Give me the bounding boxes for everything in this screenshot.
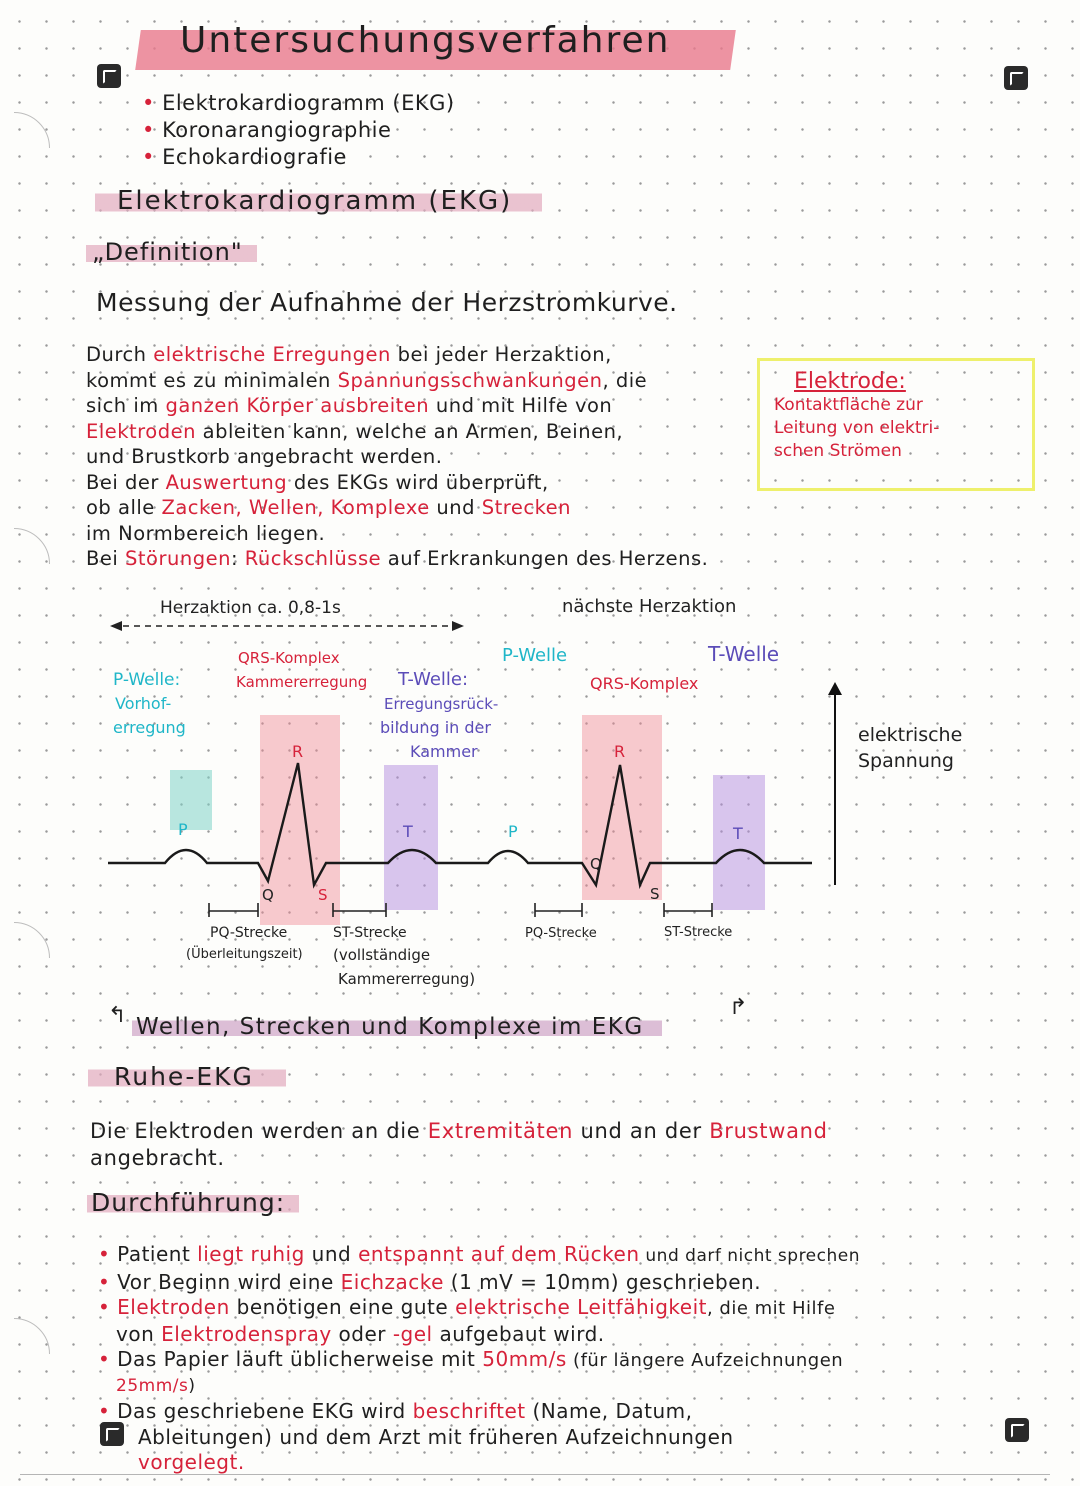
- caption-arrow-left: ↰: [108, 1003, 127, 1028]
- arrow-head-right: [452, 621, 464, 631]
- s-letter: S: [650, 885, 660, 903]
- t-wave-desc: Erregungsrück-: [384, 695, 499, 713]
- pq-label: PQ-Strecke: [525, 926, 597, 941]
- st-desc: (vollständige: [333, 946, 431, 964]
- methods-list: [142, 90, 455, 171]
- list-item: • Patient liegt ruhig und entspannt auf dem Rücken und darf nicht sprechen: [98, 1242, 860, 1266]
- list-item: • Echokardiografie: [142, 145, 347, 169]
- box-line: Leitung von elektri-: [774, 418, 940, 438]
- pq-interval-marker: [209, 903, 258, 917]
- st-label: ST-Strecke: [333, 925, 407, 941]
- elektrode-box: [757, 358, 1035, 491]
- list-item: • Koronarangiographie: [142, 118, 392, 142]
- list-item: • Das Papier läuft üblicherweise mit 50mm/s (für längere Aufzeichnungen: [98, 1347, 844, 1371]
- herzaktion-label: Herzaktion ca. 0,8-1s: [160, 598, 341, 618]
- q-letter: Q: [590, 855, 602, 873]
- binder-hole: [0, 112, 50, 184]
- pq-desc: (Überleitungszeit): [186, 947, 303, 962]
- st-interval-marker: [333, 903, 386, 917]
- list-item: • Vor Beginn wird eine Eichzacke (1 mV = 10mm) geschrieben.: [98, 1269, 762, 1294]
- definition-label: „Definition": [86, 238, 257, 266]
- st-interval-marker: [664, 903, 712, 917]
- p-wave-desc: erregung: [113, 718, 186, 737]
- ekg-diagram: [0, 585, 1080, 1025]
- ruhe-text: Die Elektroden werden an die Extremitäten und an der Brustwand angebracht.: [90, 1119, 828, 1170]
- r-letter: R: [292, 742, 304, 761]
- section-heading-ruhe-ekg: Ruhe-EKG: [88, 1062, 286, 1091]
- bottom-divider: [20, 1474, 1050, 1475]
- t-letter: T: [403, 822, 413, 841]
- p-letter: P: [508, 822, 518, 841]
- list-item: • Das geschriebene EKG wird beschriftet (Name, Datum,: [98, 1399, 693, 1423]
- box-line: Kontaktfläche zur: [774, 395, 923, 415]
- st-label: ST-Strecke: [664, 925, 733, 940]
- ekg-paragraph: Durch elektrische Erregungen bei jeder Herzaktion, kommt es zu minimalen Spannungsschwankungen, die sich im ganzen Körper ausbreiten und mit Hilfe von Elektroden ableiten kann, welche an Armen, Beinen, und Brustkorb angebracht werden. Bei der Auswertung des EKGs wird überprüft, ob alle Zacken, Wellen, Komplexe und Strecken im Normbereich liegen. Bei Störungen: Rückschlüsse auf Erkrankungen des Herzens.: [86, 343, 709, 570]
- corner-marker-icon: [1005, 1418, 1029, 1442]
- corner-marker-icon: [1004, 66, 1028, 90]
- next-herzaktion-label: nächste Herzaktion: [562, 596, 737, 617]
- p-wave2-label: P-Welle: [502, 645, 568, 666]
- axis-label: elektrische: [858, 724, 963, 746]
- p-wave-desc: Vorhof-: [115, 694, 172, 713]
- p-wave-band: [170, 770, 212, 830]
- p-letter: P: [178, 820, 188, 839]
- box-line: schen Strömen: [774, 441, 902, 461]
- corner-marker-icon: [97, 64, 121, 88]
- pq-interval-marker: [535, 903, 582, 917]
- r-letter: R: [614, 742, 626, 761]
- t-wave-label: T-Welle:: [398, 669, 469, 690]
- q-letter: Q: [262, 886, 274, 904]
- list-item: • Elektroden benötigen eine gute elektrische Leitfähigkeit, die mit Hilfe: [98, 1295, 836, 1319]
- section-heading-ekg: Elektrokardiogramm (EKG): [95, 186, 542, 216]
- axis-label: Spannung: [858, 750, 954, 772]
- t-letter: T: [733, 824, 743, 843]
- list-item: • Elektrokardiogramm (EKG): [142, 91, 455, 115]
- t-wave-desc: bildung in der: [380, 718, 491, 737]
- durchfuehrung-label: Durchführung:: [87, 1188, 299, 1217]
- qrs2-label: QRS-Komplex: [590, 674, 699, 693]
- qrs-desc: Kammererregung: [236, 673, 368, 691]
- p-wave-label: P-Welle:: [113, 670, 181, 690]
- st-desc: Kammererregung): [338, 970, 476, 988]
- pq-label: PQ-Strecke: [210, 925, 288, 941]
- t-wave2-label: T-Welle: [708, 642, 780, 666]
- caption-arrow-right: ↱: [729, 995, 748, 1020]
- binder-hole: [0, 1318, 50, 1390]
- arrow-head-left: [110, 621, 122, 631]
- page-title: Untersuchungsverfahren: [180, 20, 671, 61]
- t-wave-desc: Kammer: [410, 742, 478, 761]
- ekg-trace: [108, 763, 812, 885]
- durchfuehrung-list: • Patient liegt ruhig und entspannt auf dem Rücken und darf nicht sprechen • Vor Beginn wird eine Eichzacke (1 mV = 10mm) geschrieben. • Elektroden benötigen eine gute elektrische Leitfähigkeit, die mit Hilfe von Elektrodenspray oder -gel aufgebaut wird. • Das Papier läuft üblicherweise mit 50mm/s (für längere Aufzeichnungen 25mm/s) • Das geschriebene EKG wird beschriftet (Name, Datum, Ableitungen) und dem Arzt mit früheren Aufzeichnungen vorgelegt.: [98, 1242, 860, 1474]
- diagram-caption: Wellen, Strecken und Komplexe im EKG: [132, 1014, 662, 1040]
- definition-text: Messung der Aufnahme der Herzstromkurve.: [96, 288, 678, 317]
- qrs-label: QRS-Komplex: [238, 649, 340, 667]
- voltage-axis-arrow: [828, 682, 842, 695]
- s-letter: S: [318, 886, 328, 904]
- box-title: Elektrode:: [794, 369, 906, 394]
